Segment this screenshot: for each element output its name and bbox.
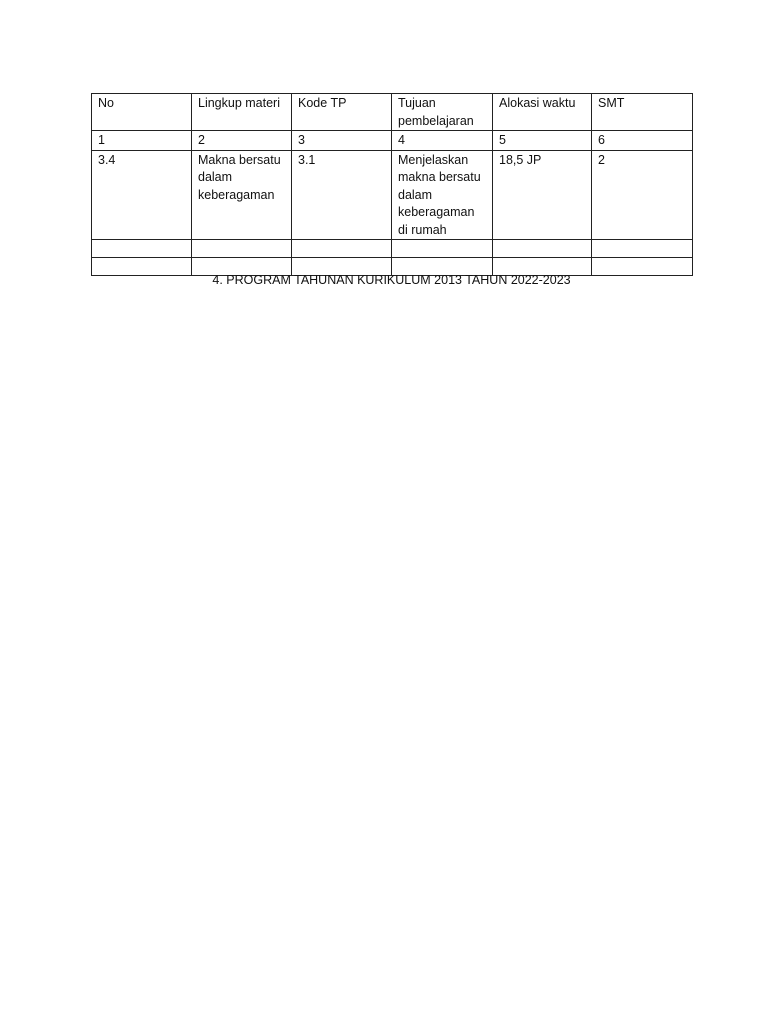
table-cell bbox=[592, 240, 693, 258]
numbering-cell: 3 bbox=[292, 131, 392, 151]
numbering-cell: 2 bbox=[192, 131, 292, 151]
numbering-cell: 5 bbox=[493, 131, 592, 151]
program-table bbox=[91, 93, 693, 276]
header-cell-tujuan-pembelajaran: Tujuan pembelajaran bbox=[392, 94, 493, 131]
table-cell bbox=[493, 240, 592, 258]
table-cell bbox=[392, 240, 493, 258]
table-cell: 3.1 bbox=[292, 150, 392, 240]
header-cell-kode-tp: Kode TP bbox=[292, 94, 392, 131]
table-caption: 4. PROGRAM TAHUNAN KURIKULUM 2013 TAHUN 2022-2023 bbox=[212, 273, 571, 287]
header-cell-smt: SMT bbox=[592, 94, 693, 131]
header-cell-lingkup-materi: Lingkup materi bbox=[192, 94, 292, 131]
table-cell: 18,5 JP bbox=[493, 150, 592, 240]
table-cell: Menjelaskan makna bersatu dalam keberagaman di rumah bbox=[392, 150, 493, 240]
table-header-row bbox=[92, 94, 693, 131]
numbering-cell: 4 bbox=[392, 131, 493, 151]
table-cell: 2 bbox=[592, 150, 693, 240]
table-cell: Makna bersatu dalam keberagaman bbox=[192, 150, 292, 240]
table-cell bbox=[92, 240, 192, 258]
header-cell-alokasi-waktu: Alokasi waktu bbox=[493, 94, 592, 131]
table-cell bbox=[192, 240, 292, 258]
table-row bbox=[92, 150, 693, 240]
table-numbering-row bbox=[92, 131, 693, 151]
table-cell bbox=[292, 240, 392, 258]
table-row-empty bbox=[92, 240, 693, 258]
header-cell-no: No bbox=[92, 94, 192, 131]
numbering-cell: 1 bbox=[92, 131, 192, 151]
numbering-cell: 6 bbox=[592, 131, 693, 151]
table-cell: 3.4 bbox=[92, 150, 192, 240]
